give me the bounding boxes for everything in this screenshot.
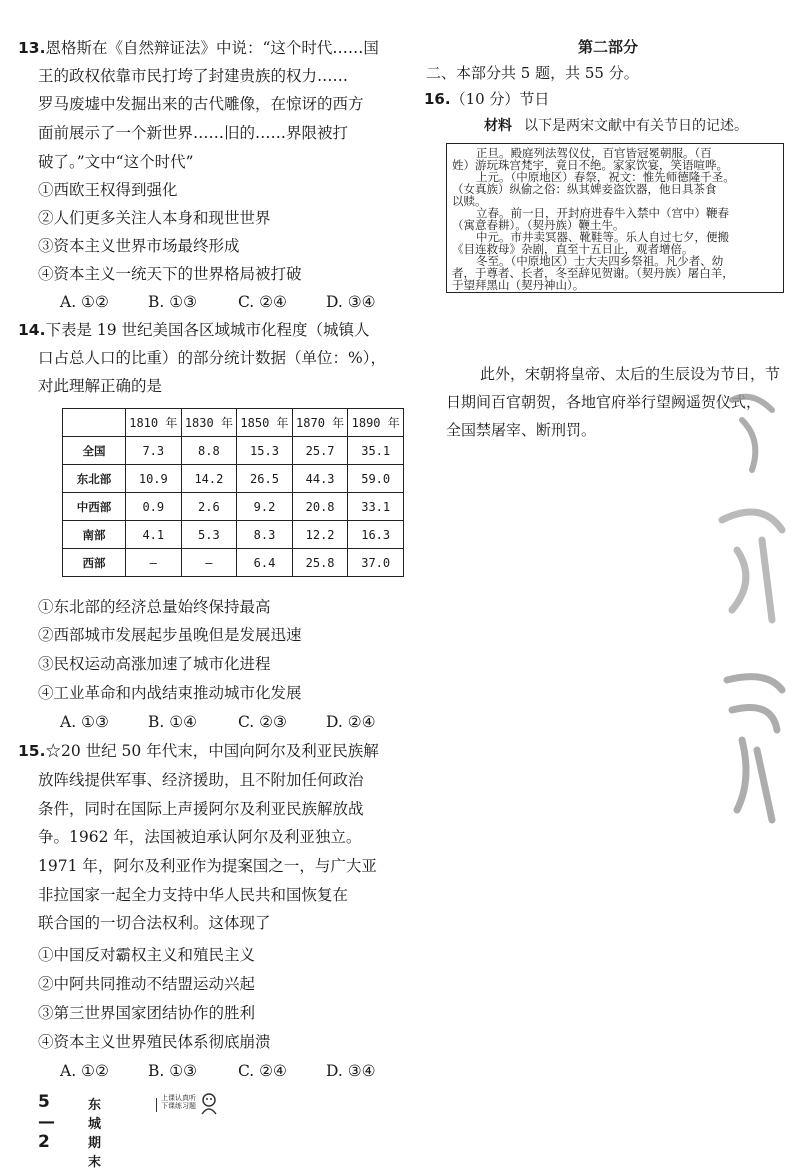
question-16-number: 16. <box>424 90 451 108</box>
question-13-number: 13. <box>18 39 46 57</box>
table-cell: — <box>181 549 237 577</box>
table-row <box>63 549 404 577</box>
table-cell: 37.0 <box>348 549 404 577</box>
table-header-cell: 1870 年 <box>292 409 348 437</box>
question-13-line: 王的政权依靠市民打垮了封建贵族的权力…… <box>38 67 349 85</box>
table-cell: 10.9 <box>126 465 182 493</box>
material-line: 于望拜黑山（契丹神山）。 <box>452 278 585 292</box>
question-14-item: ①东北部的经济总量始终保持最高 <box>38 598 271 616</box>
section-header: 二、本部分共 5 题，共 55 分。 <box>426 64 639 82</box>
question-13-item: ②人们更多关注人本身和现世世界 <box>38 209 271 227</box>
table-row-head: 西部 <box>63 549 126 577</box>
table-cell: 0.9 <box>126 493 182 521</box>
table-header-cell: 1890 年 <box>348 409 404 437</box>
option-c[interactable]: C. ②④ <box>238 293 287 311</box>
question-15-line: 争。1962 年，法国被迫承认阿尔及利亚独立。 <box>38 828 362 846</box>
question-13-item: ③资本主义世界市场最终形成 <box>38 237 240 255</box>
question-13-line: 破了。”文中“这个时代” <box>38 153 194 171</box>
question-14-item: ④工业革命和内战结束推动城市化发展 <box>38 684 302 702</box>
calligraphy-watermark-icon <box>712 380 792 840</box>
urbanization-table <box>62 408 404 577</box>
table-cell: 9.2 <box>237 493 293 521</box>
option-d[interactable]: D. ②④ <box>326 713 376 731</box>
question-14-line: 口占总人口的比重）的部分统计数据（单位：%）， <box>38 349 386 367</box>
table-cell: 8.3 <box>237 521 293 549</box>
slogan-line: 上课认真听 <box>161 1094 196 1102</box>
table-header-cell: 1810 年 <box>126 409 182 437</box>
question-14-number: 14. <box>18 321 46 339</box>
material-line: 姓）游玩珠宫梵宇，竟日不绝。家家饮宴，笑语喧哗。 <box>452 158 728 172</box>
table-row <box>63 437 404 465</box>
table-cell: 7.3 <box>126 437 182 465</box>
question-15-line: 条件，同时在国际上声援阿尔及利亚民族解放战 <box>38 800 364 818</box>
table-cell: 59.0 <box>348 465 404 493</box>
part-title: 第二部分 <box>578 38 639 56</box>
table-cell: 20.8 <box>292 493 348 521</box>
question-13-line: 面前展示了一个新世界……旧的……界限被打 <box>38 124 349 142</box>
material-line: 冬至。（中原地区）士大夫四乡祭祖。凡少者、幼 <box>476 254 724 268</box>
option-b[interactable]: B. ①③ <box>148 293 198 311</box>
question-text: 恩格斯在《自然辩证法》中说：“这个时代……国 <box>45 39 379 57</box>
footer-slogan <box>161 1094 201 1110</box>
question-15-line: 放阵线提供军事、经济援助，且不附加任何政治 <box>38 771 364 789</box>
after-text-line: 全国禁屠宰、断刑罚。 <box>446 421 597 439</box>
table-cell: — <box>126 549 182 577</box>
option-c[interactable]: C. ②④ <box>238 1062 287 1080</box>
table-row <box>63 465 404 493</box>
option-a[interactable]: A. ①② <box>60 1062 109 1080</box>
question-text: ☆20 世纪 50 年代末，中国向阿尔及利亚民族解 <box>45 742 379 760</box>
material-label: 材料 <box>484 118 512 134</box>
table-cell: 2.6 <box>181 493 237 521</box>
table-cell: 16.3 <box>348 521 404 549</box>
option-b[interactable]: B. ①④ <box>148 713 198 731</box>
question-15-number: 15. <box>18 742 46 760</box>
question-13-item: ④资本主义一统天下的世界格局被打破 <box>38 265 302 283</box>
question-14-line: 对此理解正确的是 <box>38 377 163 395</box>
table-row-head: 东北部 <box>63 465 126 493</box>
page-number: 5—2 <box>38 1092 55 1152</box>
question-15-line: 1971 年，阿尔及利亚作为提案国之一，与广大亚 <box>38 857 377 875</box>
option-d[interactable]: D. ③④ <box>326 1062 376 1080</box>
question-13-line <box>18 36 379 60</box>
table-cell: 14.2 <box>181 465 237 493</box>
table-cell: 12.2 <box>292 521 348 549</box>
question-15-item: ①中国反对霸权主义和殖民主义 <box>38 946 256 964</box>
table-row-head: 中西部 <box>63 493 126 521</box>
question-15-line: 联合国的一切合法权利。这体现了 <box>38 914 271 932</box>
after-text-line: 日期间百官朝贺，各地官府举行望阙遥贺仪式， <box>446 393 762 411</box>
question-15-line <box>18 739 379 763</box>
material-line: 上元。（中原地区）春祭，祝文：惟先师德隆千圣。 <box>476 170 735 184</box>
table-cell: 4.1 <box>126 521 182 549</box>
after-text-line: 此外，宋朝将皇帝、太后的生辰设为节日，节 <box>480 365 781 383</box>
table-cell: 26.5 <box>237 465 293 493</box>
table-cell: 25.7 <box>292 437 348 465</box>
material-line: 《目连救母》杂剧，直至十五日止，观者增倍。 <box>452 242 694 256</box>
option-a[interactable]: A. ①③ <box>60 713 109 731</box>
question-13-line: 罗马废墟中发掘出来的古代雕像，在惊讶的西方 <box>38 95 364 113</box>
material-line: 者，于尊者、长者，冬至辞见贺谢。（契丹族）屠白羊， <box>452 266 734 280</box>
question-14-item: ②西部城市发展起步虽晚但是发展迅速 <box>38 626 302 644</box>
table-cell: 35.1 <box>348 437 404 465</box>
question-15-line: 非拉国家一起全力支持中华人民共和国恢复在 <box>38 886 349 904</box>
option-a[interactable]: A. ①② <box>60 293 109 311</box>
table-row-head: 全国 <box>63 437 126 465</box>
table-row-head: 南部 <box>63 521 126 549</box>
option-c[interactable]: C. ②③ <box>238 713 287 731</box>
question-13-item: ①西欧王权得到强化 <box>38 181 178 199</box>
table-cell: 44.3 <box>292 465 348 493</box>
material-intro: 以下是两宋文献中有关节日的记述。 <box>524 118 748 134</box>
table-cell: 25.8 <box>292 549 348 577</box>
option-b[interactable]: B. ①③ <box>148 1062 198 1080</box>
table-cell: 8.8 <box>181 437 237 465</box>
table-row <box>63 521 404 549</box>
question-15-item: ③第三世界国家团结协作的胜利 <box>38 1004 256 1022</box>
question-14-item: ③民权运动高涨加速了城市化进程 <box>38 655 271 673</box>
question-14-line <box>18 318 370 342</box>
table-row <box>63 493 404 521</box>
table-cell: 15.3 <box>237 437 293 465</box>
source-label: 东城期末 <box>88 1098 102 1170</box>
table-header-row <box>63 409 404 437</box>
slogan-line: 下课练习题 <box>161 1102 196 1110</box>
mascot-logo-icon <box>198 1092 220 1116</box>
table-header-cell: 1830 年 <box>181 409 237 437</box>
question-15-item: ②中阿共同推动不结盟运动兴起 <box>38 975 256 993</box>
material-line: （寓意春耕）。（契丹族）鞭土牛。 <box>452 218 625 232</box>
question-16-head: （10 分）节日 <box>450 90 550 108</box>
option-d[interactable]: D. ③④ <box>326 293 376 311</box>
question-16-title <box>424 87 549 111</box>
table-cell: 5.3 <box>181 521 237 549</box>
material-box <box>446 143 784 293</box>
question-15-item: ④资本主义世界殖民体系彻底崩溃 <box>38 1033 271 1051</box>
material-intro-line <box>484 114 748 138</box>
question-text: 下表是 19 世纪美国各区域城市化程度（城镇人 <box>45 321 370 339</box>
table-cell: 6.4 <box>237 549 293 577</box>
material-line: 立春。前一日，开封府进春牛入禁中（宫中）鞭春 <box>476 206 729 220</box>
material-line: 以赎。 <box>452 194 487 208</box>
material-line: 中元。市井卖冥器、靴鞋等。乐人自过七夕，便搬 <box>476 230 729 244</box>
table-header-cell <box>63 409 126 437</box>
material-line: 正旦。殿庭列法驾仪仗，百官皆冠冕朝服。（百 <box>476 146 712 160</box>
table-cell: 33.1 <box>348 493 404 521</box>
table-header-cell: 1850 年 <box>237 409 293 437</box>
footer-divider <box>156 1098 157 1112</box>
material-line: （女真族）纵偷之俗：纵其婢妾盗饮器，他日具茶食 <box>452 182 717 196</box>
